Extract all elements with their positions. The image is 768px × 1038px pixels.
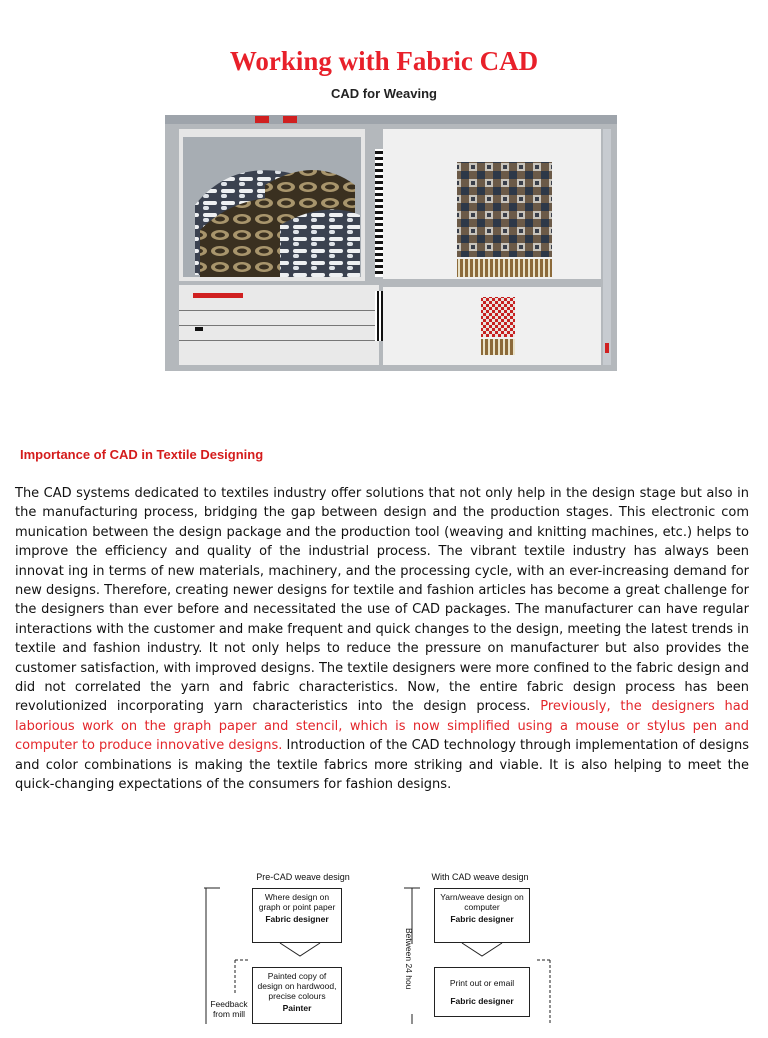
body-paragraph [15,484,749,795]
page-subtitle: CAD for Weaving [331,86,437,101]
timeline-label: Between 24 hou [404,928,414,990]
with-cad-step-2-text: Print out or email [449,978,515,988]
feedback-label: Feedback from mill [210,999,248,1019]
pre-cad-step-2-text: Painted copy of design on hardwood, precise colours [257,971,337,1001]
pre-cad-step-2 [252,967,342,1024]
pre-cad-step-1 [252,888,342,943]
page-title: Working with Fabric CAD [229,46,539,76]
with-cad-step-2-role: Fabric designer [450,996,514,1006]
pre-cad-step-1-role: Fabric designer [265,914,329,924]
pre-cad-column-title: Pre-CAD weave design [256,872,350,882]
pre-cad-step-2-role: Painter [282,1003,312,1013]
highlighted-text: Previously, the designers had laborious work on the graph paper and stencil, which is now simplified using a mouse or stylus pen and computer to produce innovative designs. [15,699,749,754]
body-text-part2: Introduction of the CAD technology through implementation of designs and color combinations is making the textile fabrics more striking and viable. It is also helping to meet the quick-changing expectations of the consumers for fashion designs. [15,738,749,793]
body-text-part1: The CAD systems dedicated to textiles industry offer solutions that not only help in the design stage but also in the manufacturing process, bridging the gap between design and the production stages. This electronic com munication between the design package and the production tool (weaving and knitting machines, etc.) helps to improve the efficiency and quality of the industrial process. The vibrant textile industry has always been innovat ing in terms of new materials, machinery, and the processing cycle, with an ever-increasing demand for new designs. Therefore, creating newer designs for textile and fashion articles has become a great challenge for the designers than ever before and necessitated the use of CAD packages. The manufacturer can have regular interactions with the customer and make frequent and quick changes to the design, meeting the latest trends in textile and fashion industry. It not only helps to reduce the pressure on manufacturer but also provides the customer satisfaction, with improved designs. The textile designers were more confined to the fabric design and did not correlated the yarn and fabric characteristics. Now, the entire fabric design process has been revolutionized incorporating yarn characteristics into the design process. [15,486,749,715]
with-cad-column-title: With CAD weave design [431,872,529,882]
weave-design-flowchart [190,870,570,1024]
with-cad-step-1-text: Yarn/weave design on computer [440,892,524,912]
with-cad-step-1 [434,888,530,943]
with-cad-step-1-role: Fabric designer [450,914,514,924]
section-heading: Importance of CAD in Textile Designing [20,447,264,462]
cad-software-screenshot [165,115,617,371]
with-cad-step-2 [434,967,530,1017]
pre-cad-step-1-text: Where design on graph or point paper [258,892,336,912]
